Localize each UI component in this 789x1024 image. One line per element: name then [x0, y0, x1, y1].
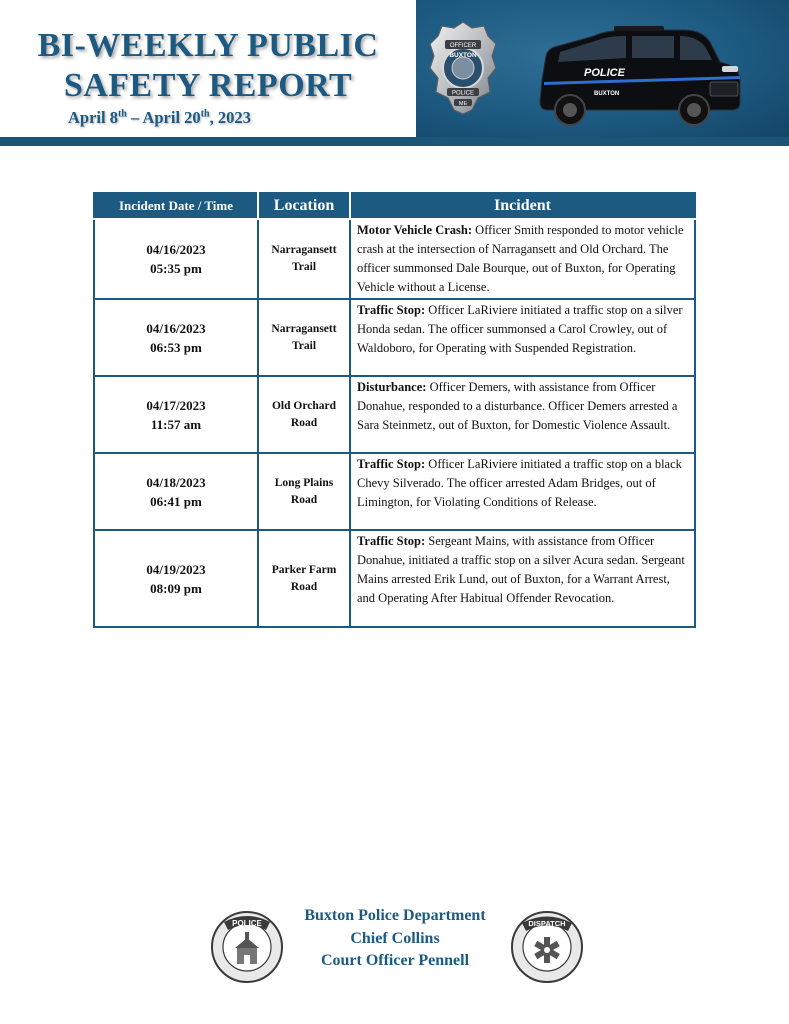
incident-description: Sergeant Mains, with assistance from Officer Donahue, initiated a traffic stop on a silver Acura sedan. Sergeant Mains arrested Erik Lund, out of Buxton, for a Warrant Arrest, and Operating After Habitual Offender Revocation. [357, 534, 685, 605]
location-line1: Parker Farm [271, 563, 337, 576]
incident-description: Officer LaRiviere initiated a traffic stop on a black Chevy Silverado. The officer arrested Adam Bridges, out of Limington, for Violating Conditions of Release. [357, 457, 682, 509]
location-cell [258, 530, 350, 627]
incident-date: 04/16/2023 [146, 320, 206, 336]
footer-signature-block [288, 905, 502, 973]
badge-police-text: POLICE [451, 90, 475, 97]
date-cell [94, 453, 258, 530]
police-badge-icon [428, 20, 498, 116]
police-seal-icon [210, 910, 284, 984]
location-cell [258, 219, 350, 299]
incident-time: 06:41 pm [150, 493, 202, 509]
incident-type: Traffic Stop: [357, 303, 426, 317]
cruiser-town-text: BUXTON [594, 91, 620, 97]
report-date-range [68, 108, 251, 128]
incident-cell [350, 453, 695, 530]
report-header [0, 0, 789, 146]
incident-time: 08:09 pm [150, 580, 202, 596]
date-end-suffix: th [200, 108, 210, 120]
header-divider-bar [0, 137, 789, 146]
table-row [94, 219, 695, 299]
table-row [94, 453, 695, 530]
incident-date: 04/17/2023 [146, 397, 206, 413]
department-name: Buxton Police Department [304, 907, 486, 924]
incident-type: Disturbance: [357, 380, 427, 394]
report-title [0, 26, 416, 106]
chief-name: Chief Collins [350, 929, 440, 947]
incident-date: 04/18/2023 [146, 474, 206, 490]
incident-time: 05:35 pm [150, 261, 202, 276]
location-cell [258, 376, 350, 453]
badge-top-text: OFFICER [449, 43, 477, 49]
date-cell [94, 219, 258, 299]
incident-description: Officer Smith responded to motor vehicle crash at the intersection of Narragansett and Old Orchard. The officer summonsed Dale Bourque, out of Buxton, for Operating Vehicle without a License. [357, 223, 684, 294]
column-header-incident: Incident [350, 193, 695, 219]
incident-type: Traffic Stop: [357, 534, 426, 548]
dispatch-seal-icon [510, 910, 584, 984]
incident-description: Officer Demers, with assistance from Officer Donahue, responded to a disturbance. Officer Demers arrested a Sara Steinmetz, out of Buxton, for Domestic Violence Assault. [357, 380, 678, 432]
report-title-line1: BI-WEEKLY PUBLIC [37, 27, 379, 64]
police-seal-label: POLICE [232, 919, 262, 928]
court-officer-name: Court Officer Pennell [320, 952, 470, 969]
badge-state-text: ME [458, 101, 468, 107]
incident-type: Traffic Stop: [357, 457, 426, 471]
location-line2: Road [290, 416, 318, 429]
date-start-suffix: th [117, 108, 127, 120]
incident-cell [350, 376, 695, 453]
incident-description: Officer LaRiviere initiated a traffic stop on a silver Honda sedan. The officer summonsed a Carol Crowley, out of Waldoboro, for Operating with Suspended Registration. [357, 303, 683, 355]
location-line2: Trail [291, 261, 317, 273]
date-end: – April 20 [126, 108, 201, 127]
police-cruiser-icon [534, 22, 744, 132]
badge-town-text: BUXTON [449, 52, 477, 59]
dispatch-seal-label: DISPATCH [528, 919, 566, 928]
table-row [94, 299, 695, 376]
date-year: , 2023 [209, 108, 251, 127]
incident-type: Motor Vehicle Crash: [357, 223, 473, 237]
location-line2: Road [290, 580, 318, 593]
date-cell [94, 299, 258, 376]
incident-cell [350, 299, 695, 376]
location-cell [258, 453, 350, 530]
incident-date: 04/16/2023 [146, 242, 206, 257]
location-line1: Narragansett [271, 244, 337, 256]
column-header-location: Location [258, 193, 350, 219]
table-row [94, 376, 695, 453]
cruiser-door-text: POLICE [584, 67, 625, 79]
incident-date: 04/19/2023 [146, 561, 206, 577]
location-line2: Road [290, 493, 318, 506]
location-line1: Narragansett [271, 322, 337, 335]
location-line1: Old Orchard [271, 399, 336, 412]
incident-cell [350, 219, 695, 299]
location-line2: Trail [291, 339, 317, 352]
date-cell [94, 376, 258, 453]
column-header-date: Incident Date / Time [94, 193, 258, 219]
location-line1: Long Plains [274, 476, 334, 489]
date-start: April 8 [68, 108, 118, 127]
incident-table [93, 192, 696, 628]
header-title-panel [0, 0, 416, 137]
report-title-line2: SAFETY REPORT [63, 67, 353, 104]
location-cell [258, 299, 350, 376]
incident-time: 06:53 pm [150, 339, 202, 355]
table-header-row [94, 193, 695, 219]
incident-cell [350, 530, 695, 627]
incident-time: 11:57 am [150, 416, 202, 432]
table-row [94, 530, 695, 627]
date-cell [94, 530, 258, 627]
